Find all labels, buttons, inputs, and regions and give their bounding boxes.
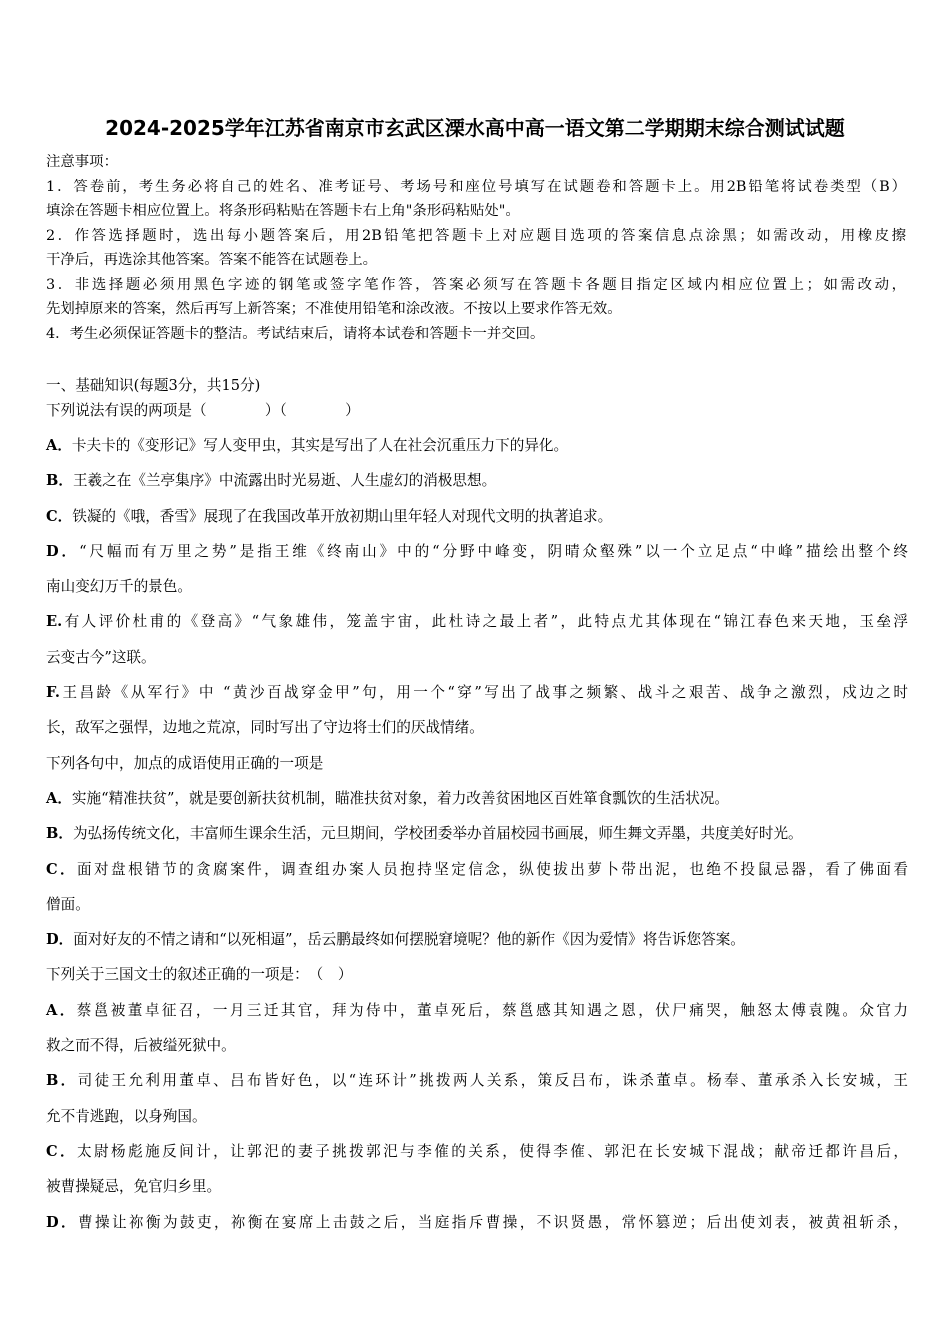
option-c-continued: 被曹操疑忌，免官归乡里。 (46, 1178, 222, 1196)
notice-line: 干净后，再选涂其他答案。答案不能答在试题卷上。 (46, 252, 377, 268)
option-d: D．曹操让祢衡为鼓吏，祢衡在宴席上击鼓之后，当庭指斥曹操，不识贤愚，常怀篡逆；后出使刘表，被黄祖斩杀， (46, 1213, 909, 1231)
option-f: F.王昌龄《从军行》中 “黄沙百战穿金甲”句，用一个“穿”写出了战事之频繁、战斗之艰苦、战争之激烈，戍边之时 (46, 684, 908, 702)
option-d: D．面对好友的不情之请和“以死相逼”，岳云鹏最终如何摆脱窘境呢？他的新作《因为爱情》将告诉您答案。 (46, 931, 745, 949)
notice-line: 填涂在答题卡相应位置上。将条形码粘贴在答题卡右上角"条形码粘贴处"。 (46, 203, 520, 219)
question-stem: 下列关于三国文士的叙述正确的一项是： （ ） (46, 966, 353, 984)
section-heading: 一、基础知识(每题3分，共15分) (46, 377, 261, 394)
page-title: 2024-2025学年江苏省南京市玄武区溧水高中高一语文第二学期期末综合测试试题 (105, 116, 845, 140)
notice-line: 1．答卷前，考生务必将自己的姓名、准考证号、考场号和座位号填写在试题卷和答题卡上。用2B铅笔将试卷类型（B） (46, 178, 906, 195)
option-c-continued: 僧面。 (46, 895, 90, 913)
notice-line: 4．考生必须保证答题卡的整洁。考试结束后，请将本试卷和答题卡一并交回。 (46, 325, 545, 342)
notice-heading: 注意事项： (46, 154, 118, 170)
option-b: B．司徒王允利用董卓、吕布皆好色，以“连环计”挑拨两人关系，策反吕布，诛杀董卓。杨奉、董承杀入长安城，王 (46, 1072, 908, 1090)
section-basic-knowledge (46, 374, 908, 1240)
option-e-continued: 云变古今”这联。 (46, 648, 156, 666)
notice-block (46, 150, 906, 346)
option-a: A．卡夫卡的《变形记》写人变甲虫，其实是写出了人在社会沉重压力下的异化。 (46, 437, 569, 454)
notice-line: 先划掉原来的答案，然后再写上新答案；不准使用铅笔和涂改液。不按以上要求作答无效。 (46, 301, 622, 317)
option-b: B．王羲之在《兰亭集序》中流露出时光易逝、人生虚幻的消极思想。 (46, 472, 497, 490)
option-a: A．蔡邕被董卓征召，一月三迁其官，拜为侍中，董卓死后，蔡邕感其知遇之恩，伏尸痛哭，触怒太傅袁隗。众官力 (46, 1001, 908, 1019)
question-stem: 下列各句中，加点的成语使用正确的一项是 (46, 754, 324, 772)
notice-line: 3．非选择题必须用黑色字迹的钢笔或签字笔作答，答案必须写在答题卡各题目指定区域内相应位置上；如需改动， (46, 276, 906, 293)
option-c: C．面对盘根错节的贪腐案件，调查组办案人员抱持坚定信念，纵使拔出萝卜带出泥，也绝不投鼠忌器，看了佛面看 (46, 860, 908, 878)
option-a-continued: 救之而不得，后被缢死狱中。 (46, 1037, 236, 1055)
option-c: C．铁凝的《哦，香雪》展现了在我国改革开放初期山里年轻人对现代文明的执著追求。 (46, 507, 613, 525)
option-d: D．“尺幅而有万里之势”是指王维《终南山》中的“分野中峰变，阴晴众壑殊”以一个立足点“中峰”描绘出整个终 (46, 542, 909, 560)
option-b: B．为弘扬传统文化，丰富师生课余生活，元旦期间，学校团委举办首届校园书画展，师生舞文弄墨，共度美好时光。 (46, 825, 803, 843)
option-d-continued: 南山变幻万千的景色。 (46, 578, 192, 596)
option-a: A．实施“精准扶贫”，就是要创新扶贫机制，瞄准扶贫对象，着力改善贫困地区百姓箪食瓢饮的生活状况。 (46, 789, 729, 807)
question-stem: 下列说法有误的两项是（ ）（ ） (46, 402, 360, 419)
option-b-continued: 允不肯逃跑，以身殉国。 (46, 1107, 207, 1125)
notice-line: 2．作答选择题时，选出每小题答案后，用2B铅笔把答题卡上对应题目选项的答案信息点涂黑；如需改动，用橡皮擦 (46, 227, 906, 244)
option-c: C．太尉杨彪施反间计，让郭汜的妻子挑拨郭汜与李傕的关系，使得李傕、郭汜在长安城下混战；献帝迁都许昌后， (46, 1142, 908, 1160)
option-e: E.有人评价杜甫的《登高》“气象雄伟，笼盖宇宙，此杜诗之最上者”，此特点尤其体现在“锦江春色来天地，玉垒浮 (46, 613, 908, 631)
option-f-continued: 长，敌军之强悍，边地之荒凉，同时写出了守边将士们的厌战情绪。 (46, 719, 484, 737)
